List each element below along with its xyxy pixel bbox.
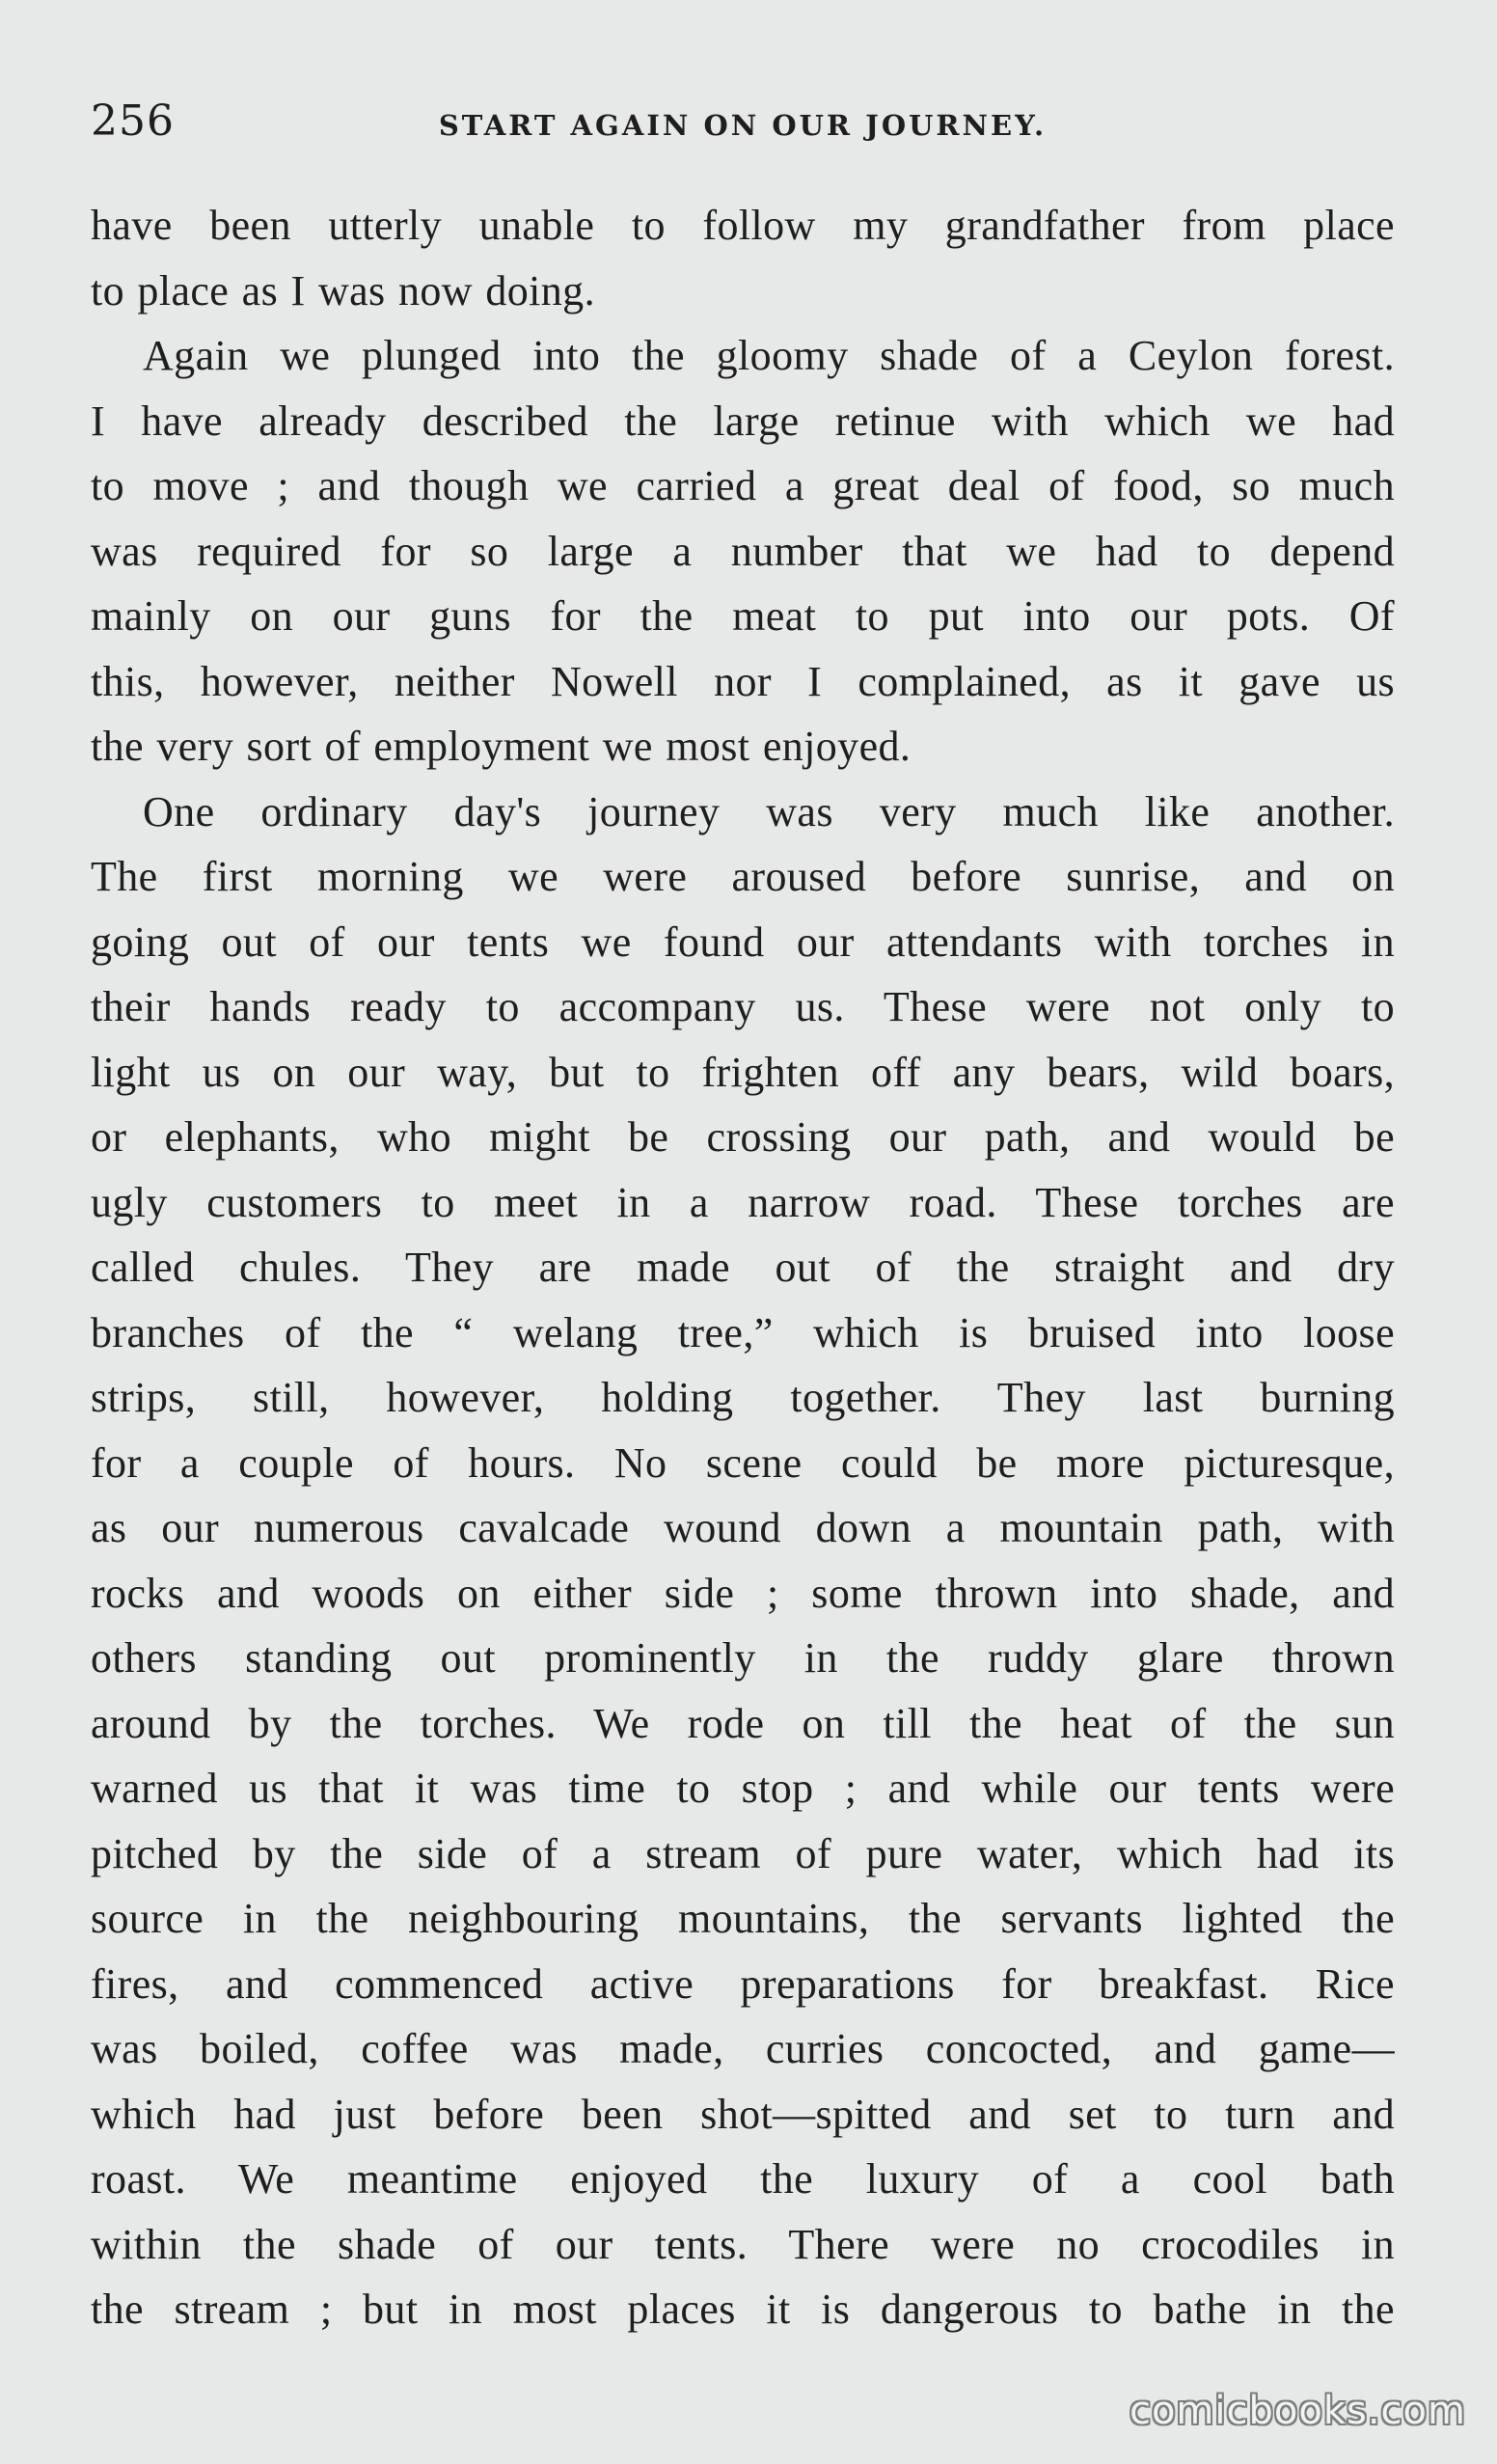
text-line: have been utterly unable to follow my grandfather from place <box>91 202 1395 249</box>
text-line: I have already described the large retinue with which we had <box>91 397 1395 445</box>
text-line: to move ; and though we carried a great deal of food, so much <box>91 462 1395 509</box>
text-line: The first morning we were aroused before sunrise, and on <box>91 853 1395 900</box>
running-head: START AGAIN ON OUR JOURNEY. <box>438 109 1048 142</box>
text-line: as our numerous cavalcade wound down a mountain path, with <box>91 1504 1395 1551</box>
text-line: light us on our way, but to frighten off any bears, wild boars, <box>91 1048 1395 1096</box>
text-line: was required for so large a number that we had to depend <box>91 527 1395 575</box>
text-line: others standing out prominently in the ruddy glare thrown <box>91 1634 1395 1682</box>
text-line: mainly on our guns for the meat to put into our pots. Of <box>91 592 1395 640</box>
text-line: around by the torches. We rode on till the heat of the sun <box>91 1699 1395 1747</box>
text-line: ugly customers to meet in a narrow road. These torches are <box>91 1178 1395 1226</box>
text-line: source in the neighbouring mountains, the servants lighted the <box>91 1895 1395 1942</box>
text-line: was boiled, coffee was made, curries concocted, and game— <box>91 2025 1395 2072</box>
text-line: the very sort of employment we most enjoyed. <box>91 723 912 770</box>
body-text <box>91 193 1395 2342</box>
page-header <box>91 93 1395 151</box>
text-line: the stream ; but in most places it is dangerous to bathe in the <box>91 2286 1395 2333</box>
text-line: roast. We meantime enjoyed the luxury of a cool bath <box>91 2155 1395 2203</box>
text-line: One ordinary day's journey was very much like another. <box>143 787 1395 835</box>
text-line: Again we plunged into the gloomy shade of a Ceylon forest. <box>143 332 1395 379</box>
text-line: within the shade of our tents. There were no crocodiles in <box>91 2220 1395 2268</box>
text-line: which had just before been shot—spitted and set to turn and <box>91 2090 1395 2138</box>
text-line: fires, and commenced active preparations for breakfast. Rice <box>91 1959 1395 2008</box>
text-line: to place as I was now doing. <box>91 266 595 315</box>
text-line: going out of our tents we found our attendants with torches in <box>91 917 1395 966</box>
page-number: 256 <box>91 96 175 146</box>
text-line: called chules. They are made out of the straight and dry <box>91 1244 1395 1291</box>
text-line: strips, still, however, holding together. They last burning <box>91 1374 1395 1421</box>
text-line: or elephants, who might be crossing our path, and would be <box>91 1113 1395 1161</box>
text-line: rocks and woods on either side ; some thrown into shade, and <box>91 1569 1395 1617</box>
text-line: for a couple of hours. No scene could be more picturesque, <box>91 1438 1395 1487</box>
text-line: their hands ready to accompany us. These were not only to <box>91 983 1395 1030</box>
text-line: branches of the “ welang tree,” which is bruised into loose <box>91 1308 1395 1356</box>
watermark-logo: comicbooks.com <box>1129 2389 1466 2433</box>
text-line: warned us that it was time to stop ; and while our tents were <box>91 1765 1395 1812</box>
text-line: pitched by the side of a stream of pure water, which had its <box>91 1829 1395 1877</box>
text-line: this, however, neither Nowell nor I complained, as it gave us <box>91 657 1395 705</box>
